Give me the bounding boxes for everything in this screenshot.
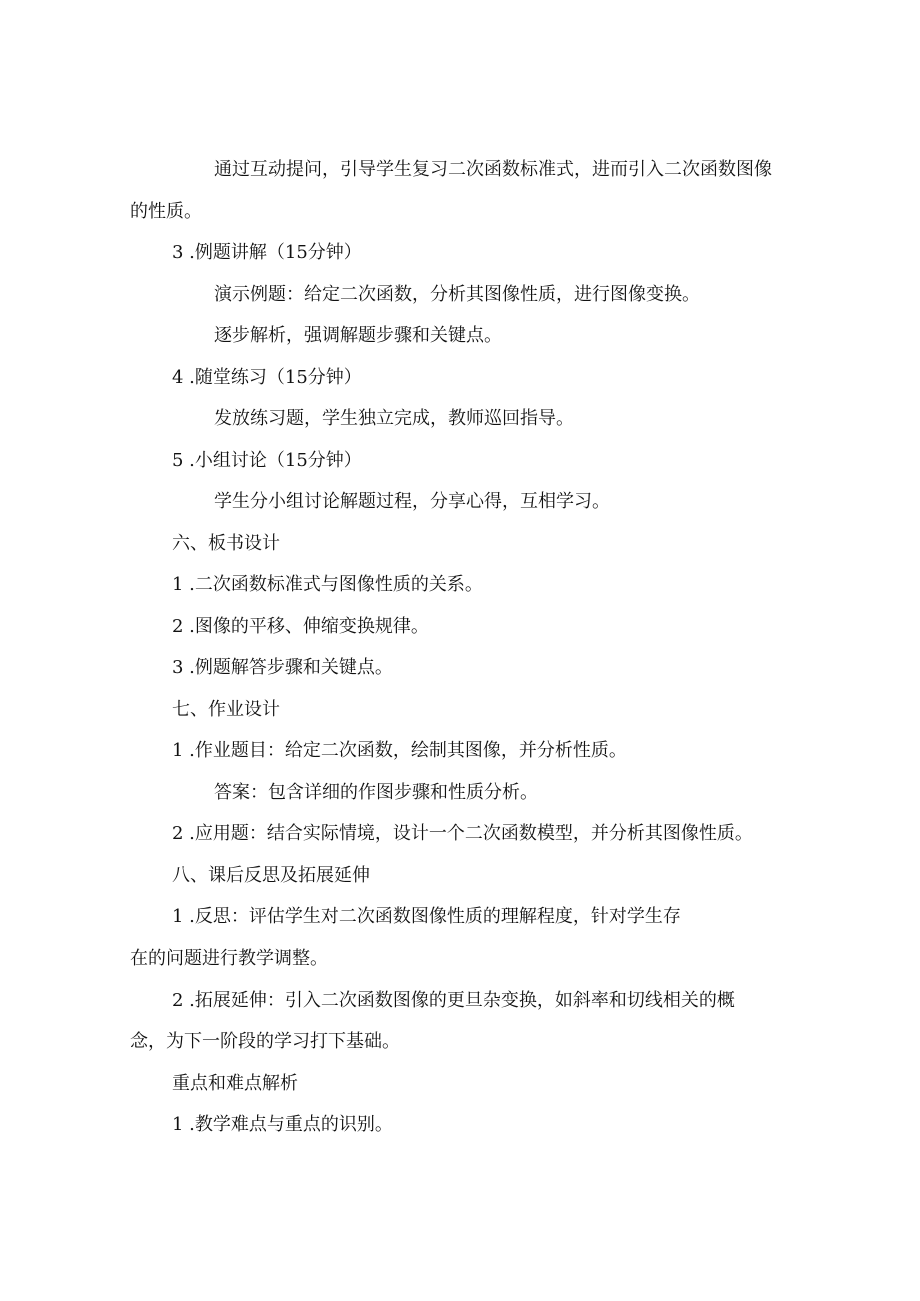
section-7-item-1: 1 .作业题目：给定二次函数，绘制其图像，并分析性质。 <box>172 740 627 761</box>
section-6-item-2: 2 .图像的平移、伸缩变换规律。 <box>172 616 429 637</box>
step-4-detail: 发放练习题，学生独立完成，教师巡回指导。 <box>214 408 574 429</box>
paragraph-intro-line-1: 通过互动提问，引导学生复习二次函数标准式，进而引入二次函数图像 <box>214 159 772 180</box>
step-4-heading: 4 .随堂练习（15分钟） <box>172 367 362 388</box>
section-8-item-2-line-1: 2 .拓展延伸：引入二次函数图像的更旦杂变换，如斜率和切线相关的概 <box>172 990 735 1011</box>
paragraph-intro-line-2: 的性质。 <box>130 201 202 222</box>
section-8-item-1-line-2: 在的问题进行教学调整。 <box>130 948 328 969</box>
section-8-heading: 八、课后反思及拓展延伸 <box>172 865 370 886</box>
section-6-item-1: 1 .二次函数标准式与图像性质的关系。 <box>172 574 483 595</box>
step-5-detail: 学生分小组讨论解题过程，分享心得，互相学习。 <box>214 491 610 512</box>
step-5-heading: 5 .小组讨论（15分钟） <box>172 450 362 471</box>
section-7-heading: 七、作业设计 <box>172 699 280 720</box>
section-6-item-3: 3 .例题解答步骤和关键点。 <box>172 657 393 678</box>
section-6-heading: 六、板书设计 <box>172 533 280 554</box>
section-7-item-1-answer: 答案：包含详细的作图步骤和性质分析。 <box>214 782 538 803</box>
section-8-item-1-line-1: 1 .反思：评估学生对二次函数图像性质的理解程度，针对学生存 <box>172 906 681 927</box>
step-3-heading: 3 .例题讲解（15分钟） <box>172 242 362 263</box>
key-points-item-1: 1 .教学难点与重点的识别。 <box>172 1114 393 1135</box>
section-8-item-2-line-2: 念，为下一阶段的学习打下基础。 <box>130 1031 400 1052</box>
step-3-detail-1: 演示例题：给定二次函数，分析其图像性质，进行图像变换。 <box>214 284 700 305</box>
key-points-heading: 重点和难点解析 <box>172 1073 298 1094</box>
section-7-item-2: 2 .应用题：结合实际情境，设计一个二次函数模型，并分析其图像性质。 <box>172 823 753 844</box>
step-3-detail-2: 逐步解析，强调解题步骤和关键点。 <box>214 325 502 346</box>
